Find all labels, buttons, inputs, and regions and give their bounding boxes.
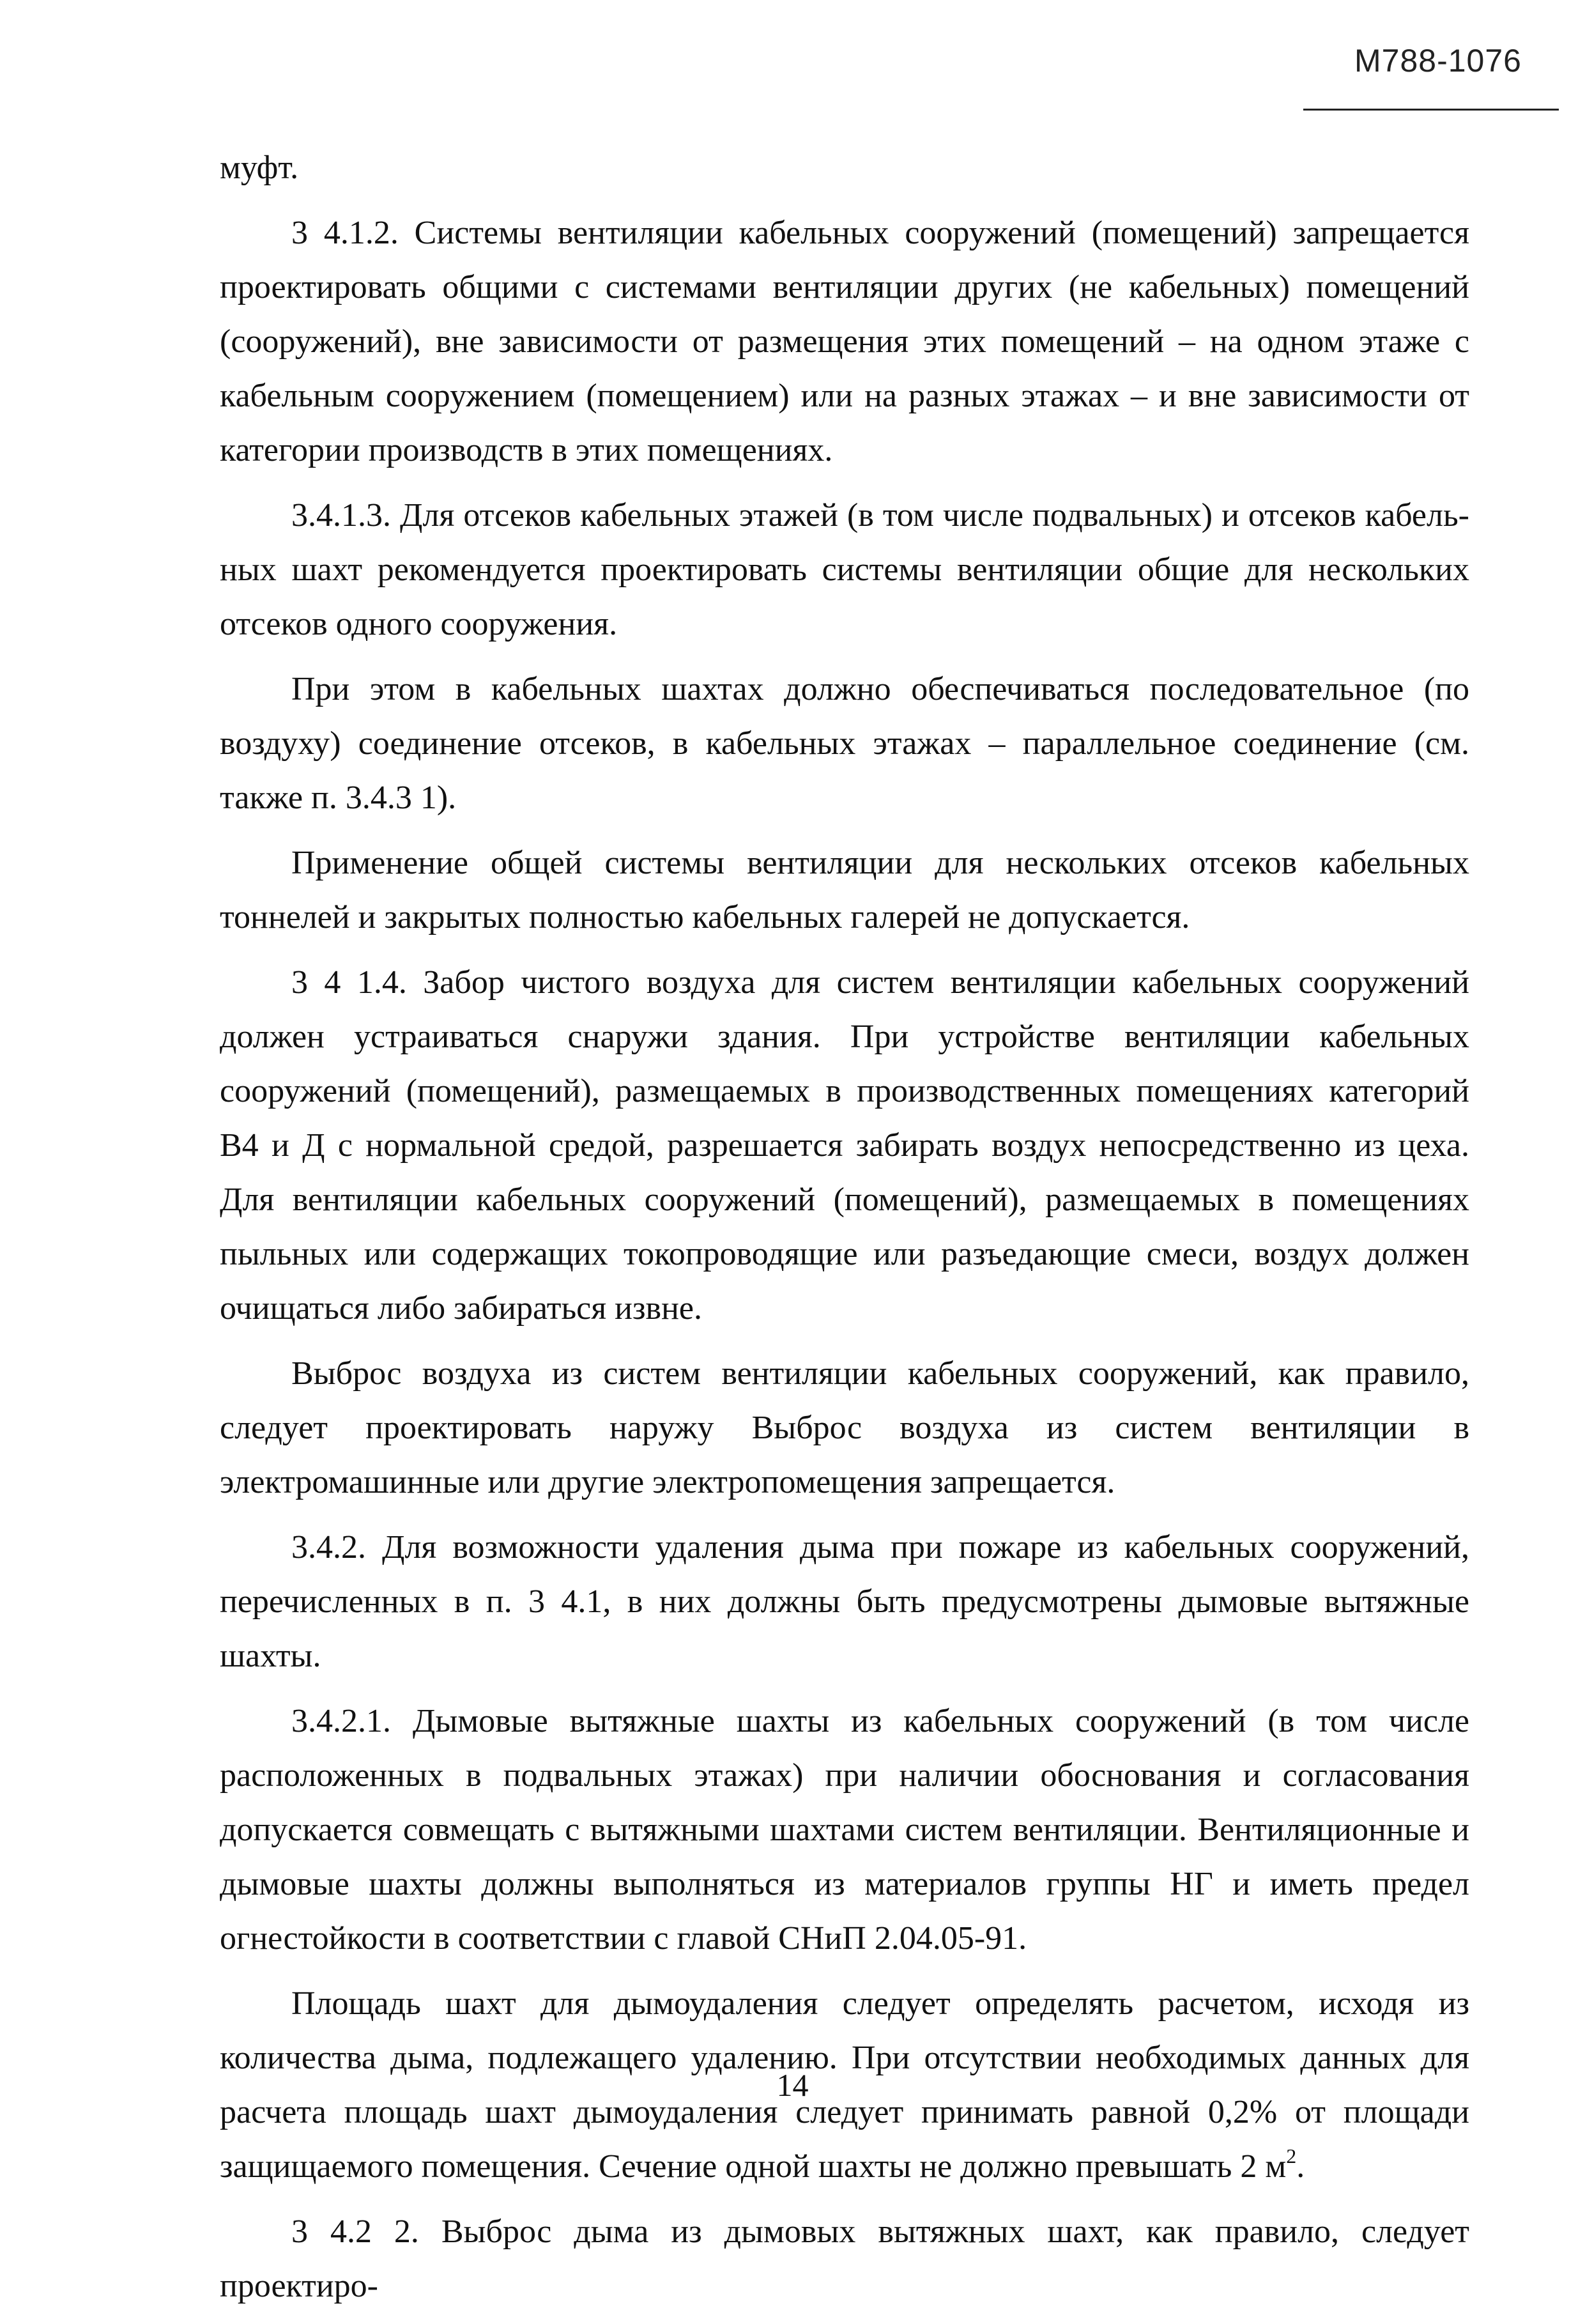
shaft-area-text: Площадь шахт для дымоудаления следует определять расчетом, исходя из количества дыма, подлежащего удалению. При отсутствии необходимых данных для расчета площадь шахт дымоудаления следует принимать равной 0,2% от площади защищаемого помещения. Сечение одной шахты не должно превышать 2 м bbox=[220, 1985, 1469, 2185]
header-rule bbox=[1303, 109, 1559, 111]
paragraph-continuation: муфт. bbox=[220, 150, 299, 186]
paragraph-3-4-2-1: 3.4.2.1. Дымовые вытяжные шахты из кабельных сооружений (в том числе расположенных в подвальных этажах) при наличии обоснования и согласования допускается совмещать с вытяжными шахтами систем вентиляции. Вентиляционные и дымовые шахты должны выполняться из материалов группы НГ и иметь предел огнестойкости в соответствии с главой СНиП 2.04.05-91. bbox=[220, 1703, 1469, 1957]
paragraph-tunnels-galleries: Применение общей системы вентиляции для нескольких отсеков кабельных тоннелей и закрытых полностью кабельных галерей не допускается. bbox=[220, 845, 1469, 935]
shaft-area-end: . bbox=[1296, 2148, 1305, 2185]
superscript-exponent: 2 bbox=[1286, 2144, 1297, 2167]
page-body bbox=[220, 141, 1469, 2324]
page-number: 14 bbox=[776, 2067, 809, 2103]
paragraph-air-exhaust: Выброс воздуха из систем вентиляции кабельных сооружений, как правило, следует проектировать наружу Выброс воздуха из систем вентиляции в электромашинные или другие электропомещения запрещается. bbox=[220, 1355, 1469, 1500]
paragraph-3-4-2-2: 3 4.2 2. Выброс дыма из дымовых вытяжных шахт, как правило, следует проектиро- bbox=[220, 2213, 1469, 2304]
paragraph-shafts-connection: При этом в кабельных шахтах должно обеспечиваться последовательное (по воздуху) соединение отсеков, в кабельных этажах – параллельное соединение (см. также п. 3.4.3 1). bbox=[220, 671, 1469, 816]
paragraph-3-4-1-3: 3.4.1.3. Для отсеков кабельных этажей (в том числе подвальных) и отсеков кабельных шахт рекомендуется проектировать системы вентиляции общие для нескольких отсеков одного сооружения. bbox=[220, 497, 1469, 642]
document-code: М788-1076 bbox=[1354, 43, 1522, 79]
paragraph-3-4-1-4: 3 4 1.4. Забор чистого воздуха для систем вентиляции кабельных сооружений должен устраиваться снаружи здания. При устройстве вентиляции кабельных сооружений (помещений), размещаемых в производственных помещениях категорий В4 и Д с нормальной средой, разрешается забирать воздух непосредственно из цеха. Для вентиляции кабельных сооружений (помещений), размещаемых в помещениях пыльных или содержащих токопроводящие или разъедающие смеси, воздух должен очищаться либо забираться извне. bbox=[220, 964, 1469, 1327]
paragraph-3-4-2: 3.4.2. Для возможности удаления дыма при пожаре из кабельных сооружений, перечисленных в п. 3 4.1, в них должны быть предусмотрены дымовые вытяжные шахты. bbox=[220, 1529, 1469, 1674]
paragraph-3-4-1-2: 3 4.1.2. Системы вентиляции кабельных сооружений (помещений) запрещается проектировать общими с системами вентиляции других (не кабельных) помещений (сооружений), вне зависимости от размещения этих помещений – на одном этаже с кабельным сооружением (помещением) или на разных этажах – и вне зависимости от категории производств в этих помещениях. bbox=[220, 215, 1469, 468]
